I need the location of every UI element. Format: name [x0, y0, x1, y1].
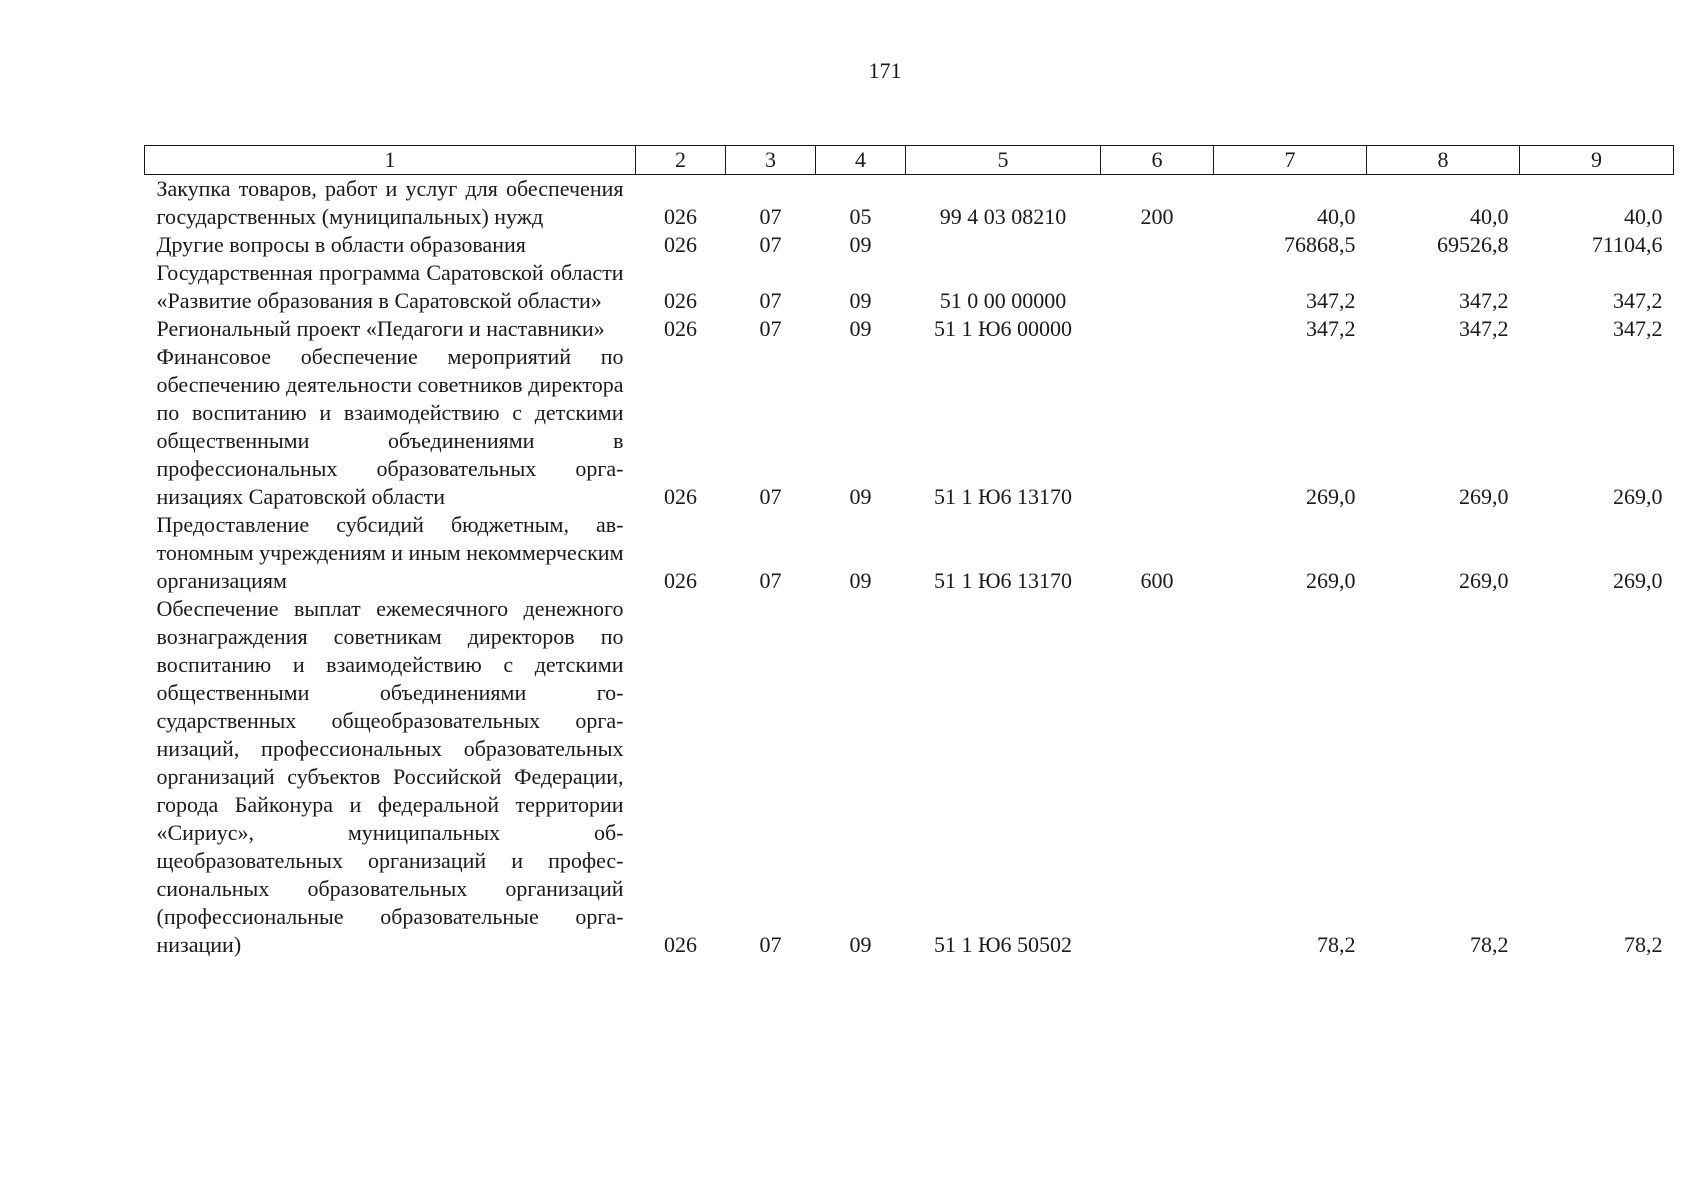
table-row [145, 259, 1674, 315]
amount-col-8: 347,2 [1459, 316, 1509, 341]
column-header: 3 [726, 146, 816, 175]
section-code: 07 [759, 932, 782, 957]
expense-type-code: 200 [1140, 204, 1174, 229]
column-header: 1 [145, 146, 636, 175]
column-header: 5 [906, 146, 1101, 175]
table-row [145, 511, 1674, 595]
amount-col-9: 71104,6 [1591, 232, 1663, 257]
expense-type-code [1101, 595, 1214, 959]
expense-type-code [1101, 315, 1214, 343]
section-code: 07 [759, 316, 782, 341]
table-row [145, 315, 1674, 343]
admin-code: 026 [664, 232, 697, 257]
column-header: 6 [1101, 146, 1214, 175]
row-description: Финансовое обеспечение мероприятий по обеспечению деятельности советников директора по воспитанию и взаимодействию с детскими общественными объединениями в профессиональных образовательных организациях Саратовской области [156, 344, 624, 509]
amount-col-8: 269,0 [1459, 568, 1509, 593]
admin-code: 026 [664, 568, 697, 593]
page-number: 171 [868, 58, 902, 83]
amount-col-9: 269,0 [1613, 568, 1663, 593]
target-article-code: 51 1 Ю6 13170 [933, 484, 1073, 509]
target-article-code [906, 231, 1101, 259]
subsection-code: 09 [849, 932, 872, 957]
amount-col-9: 347,2 [1613, 288, 1663, 313]
target-article-code: 51 0 00 00000 [939, 288, 1067, 313]
expense-type-code [1101, 231, 1214, 259]
row-description: Обеспечение выплат ежемесячного денежного вознаграждения советникам директоров по воспитанию и взаимодействию с детскими общественными объединениями государственных общеобразовательных организаций, профессиональных образовательных организаций субъектов Российской Федерации, города Байконура и федеральной территории «Сириус», муниципальных общеобразовательных организаций и профессиональных образовательных организаций (профессиональные образовательные организации) [156, 596, 624, 957]
row-description: Предоставление субсидий бюджетным, автономным учреждениям и иным некоммерческим организациям [156, 512, 624, 593]
amount-col-9: 40,0 [1624, 204, 1663, 229]
column-header: 8 [1367, 146, 1520, 175]
row-description: Другие вопросы в области образования [156, 232, 526, 257]
row-description: Закупка товаров, работ и услуг для обеспечения государственных (муниципальных) нужд [156, 176, 624, 229]
admin-code: 026 [664, 484, 697, 509]
amount-col-7: 76868,5 [1284, 232, 1356, 257]
amount-col-7: 269,0 [1306, 568, 1356, 593]
expense-type-code [1101, 343, 1214, 511]
amount-col-9: 78,2 [1624, 932, 1663, 957]
amount-col-8: 347,2 [1459, 288, 1509, 313]
subsection-code: 09 [849, 484, 872, 509]
admin-code: 026 [664, 204, 697, 229]
row-description: Региональный проект «Педагоги и наставники» [156, 316, 605, 341]
table-row [145, 231, 1674, 259]
subsection-code: 05 [849, 204, 872, 229]
subsection-code: 09 [849, 316, 872, 341]
section-code: 07 [759, 288, 782, 313]
table-row [145, 175, 1674, 232]
target-article-code: 51 1 Ю6 50502 [933, 932, 1073, 957]
admin-code: 026 [664, 316, 697, 341]
column-header: 7 [1214, 146, 1367, 175]
amount-col-7: 40,0 [1317, 204, 1356, 229]
section-code: 07 [759, 204, 782, 229]
amount-col-7: 347,2 [1306, 288, 1356, 313]
target-article-code: 51 1 Ю6 00000 [933, 316, 1073, 341]
expense-type-code: 600 [1140, 568, 1174, 593]
table-row [145, 595, 1674, 959]
amount-col-8: 78,2 [1470, 932, 1509, 957]
admin-code: 026 [664, 932, 697, 957]
budget-table [144, 145, 1674, 959]
amount-col-7: 78,2 [1317, 932, 1356, 957]
amount-col-8: 69526,8 [1437, 232, 1509, 257]
section-code: 07 [759, 568, 782, 593]
admin-code: 026 [664, 288, 697, 313]
column-header: 4 [816, 146, 906, 175]
amount-col-8: 40,0 [1470, 204, 1509, 229]
row-description: Государственная программа Саратовской области «Развитие образования в Саратовской области» [156, 260, 624, 313]
amount-col-7: 269,0 [1306, 484, 1356, 509]
subsection-code: 09 [849, 232, 872, 257]
section-code: 07 [759, 484, 782, 509]
amount-col-7: 347,2 [1306, 316, 1356, 341]
amount-col-8: 269,0 [1459, 484, 1509, 509]
column-number-header-row [145, 146, 1674, 175]
expense-type-code [1101, 259, 1214, 315]
amount-col-9: 269,0 [1613, 484, 1663, 509]
table-row [145, 343, 1674, 511]
column-header: 9 [1520, 146, 1674, 175]
target-article-code: 51 1 Ю6 13170 [933, 568, 1073, 593]
column-header: 2 [636, 146, 726, 175]
section-code: 07 [759, 232, 782, 257]
subsection-code: 09 [849, 288, 872, 313]
target-article-code: 99 4 03 08210 [939, 204, 1067, 229]
amount-col-9: 347,2 [1613, 316, 1663, 341]
subsection-code: 09 [849, 568, 872, 593]
